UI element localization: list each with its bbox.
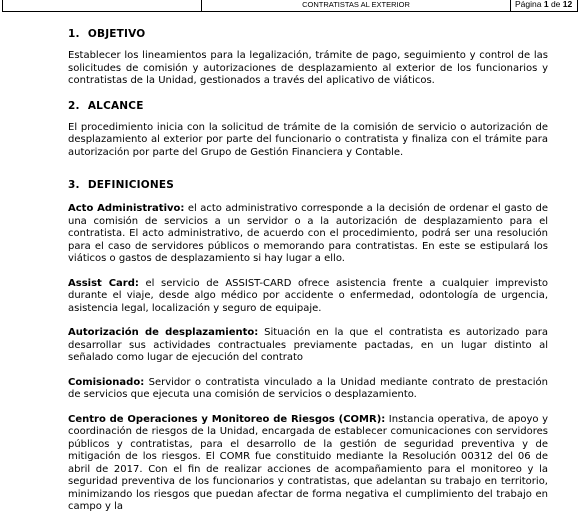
section-alcance [68,100,548,160]
section-heading [68,28,548,40]
section-definiciones [68,179,548,514]
section-title: OBJETIVO [87,28,146,40]
page-total: 12 [562,0,573,9]
header-title-line2: CONTRATISTAS AL EXTERIOR [302,0,410,9]
section-objetivo [68,28,548,88]
header-title [202,0,511,12]
section-number: 3. [68,179,80,191]
section-heading [68,179,548,191]
page-of: de [550,0,561,9]
definition-text: Situación en la que el contratista es autorizado para desarrollar sus actividades contractuales previamente pactadas, en un lugar distinto al señalado como lugar de ejecución del contrato [68,327,548,363]
definition-term: Comisionado: [68,376,145,388]
definition-acto-administrativo [68,203,548,266]
header-blank-cell [3,0,202,12]
header-page-number [511,0,578,12]
section-number: 1. [68,28,80,40]
definition-text: el servicio de ASSIST-CARD ofrece asistencia frente a cualquier imprevisto durante el viaje, desde algo médico por accidente o enfermedad, odontología de urgencia, asistencia legal, localización y seguro de equipaje. [68,277,549,314]
definition-assist-card [68,278,548,316]
section-title: DEFINICIONES [87,179,174,191]
section-heading [68,100,548,112]
definition-comr [68,414,548,514]
definition-term: Acto Administrativo: [68,203,185,214]
definition-term: Assist Card: [68,277,139,289]
section-number: 2. [68,99,80,112]
section-paragraph: El procedimiento inicia con la solicitud de trámite de la comisión de servicio o autorización de desplazamiento al exterior por parte del funcionario o contratista y finaliza con el trámite para autorización por parte del Grupo de Gestión Financiera y Contable. [68,121,548,158]
definition-text: Servidor o contratista vinculado a la Unidad mediante contrato de prestación de servicios que ejecuta una comisión de servicios o desplazamiento. [68,376,548,400]
document-header [2,0,578,12]
definition-text: el acto administrativo corresponde a la decisión de ordenar el gasto de una comisión de servicios a un servidor o a la autorización de desplazamiento para el contratista. El acto administrativo, de acuerdo con el procedimiento, podrá ser una resolución para el caso de servidores públicos o memorando para contratistas. En este se estipulará los viáticos o gastos de desplazamiento si hay lugar a ello. [68,203,548,264]
definition-term: Autorización de desplazamiento: [68,327,259,338]
page-word: Página [515,0,542,9]
page-current: 1 [543,0,549,9]
definition-comisionado [68,377,548,402]
definition-text: Instancia operativa, de apoyo y coordinación de riesgos de la Unidad, encargada de establecer comunicaciones con servidores públicos y contratistas, para el desarrollo de la gestión de seguridad preventiva y de mitigación de los riesgos. El COMR fue constituido mediante la Resolución 00312 del 06 de abril de 2017. Con el fin de realizar acciones de acompañamiento para el monitoreo y la seguridad preventiva de los funcionarios y contratistas, que adelantan su trabajo en territorio, minimizando los riesgos que puedan afectar de forma negativa el cumplimiento del trabajo en campo y la [68,413,548,512]
section-title: ALCANCE [87,99,144,112]
definition-autorizacion-desplazamiento [68,327,548,365]
definition-term: Centro de Operaciones y Monitoreo de Riesgos (COMR): [68,413,386,425]
section-paragraph: Establecer los lineamientos para la legalización, trámite de pago, seguimiento y control de las solicitudes de comisión y autorizaciones de desplazamiento al exterior de los funcionarios y contratistas de la Unidad, gestionados a través del aplicativo de viáticos. [68,50,548,86]
document-body [68,22,548,526]
